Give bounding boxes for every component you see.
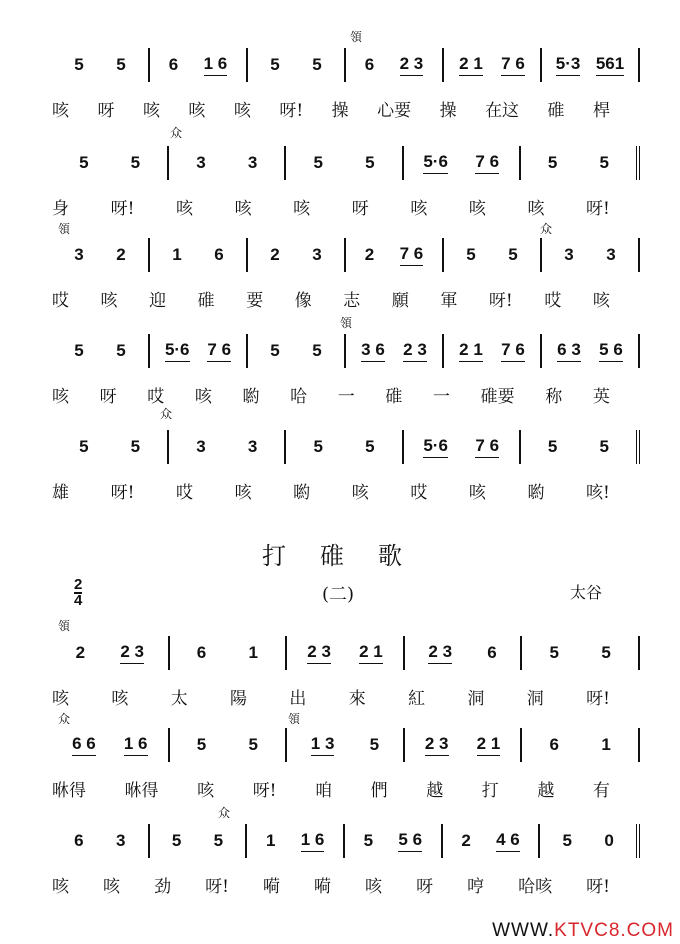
measure: [521, 430, 640, 464]
note-group: 5: [547, 437, 558, 456]
note-group: 2: [270, 245, 280, 264]
lyric-syllable: 咳: [176, 199, 193, 219]
lyric-syllable: 操: [439, 101, 457, 121]
song-title: 打碓歌: [262, 542, 436, 570]
measure: [170, 728, 288, 762]
chorus-mark: 众: [170, 126, 183, 140]
note-group: 6: [214, 245, 224, 264]
lyric-syllable: 來: [348, 689, 366, 709]
note-group: 561: [596, 54, 624, 76]
lyric-syllable: 劲: [154, 877, 172, 897]
measure: [52, 146, 169, 180]
note-group: 5: [508, 245, 518, 264]
measure: [52, 824, 150, 858]
measure: [247, 824, 345, 858]
measure: [52, 238, 150, 272]
note-group: 5 6: [599, 340, 623, 362]
lyric-syllable: 咳: [194, 387, 212, 407]
note-group: 3 6: [361, 340, 385, 362]
note-group: 1 6: [124, 734, 148, 756]
lyric-syllable: 喲: [527, 483, 545, 503]
lyric-syllable: 英: [592, 387, 610, 407]
measure: [287, 636, 405, 670]
note-group: 5: [466, 245, 476, 264]
lyric-syllable: 呀!: [252, 781, 277, 801]
lyric-syllable: 喲: [293, 483, 311, 503]
measure: [52, 636, 170, 670]
measure: [150, 824, 248, 858]
note-group: 3: [116, 831, 126, 850]
note-group: 2 3: [425, 734, 449, 756]
measure: [346, 48, 444, 82]
score-system: [52, 148, 640, 219]
lyric-syllable: 越: [537, 781, 555, 801]
lyric-syllable: 咳: [410, 199, 428, 219]
score-system: [52, 240, 640, 311]
lyric-syllable: 在这: [485, 101, 520, 121]
note-group: 7 6: [501, 340, 525, 362]
measure: [52, 728, 170, 762]
lead-mark: 領: [340, 316, 353, 330]
note-group: 2: [461, 831, 471, 850]
lyrics-line: [52, 96, 640, 121]
lyric-syllable: 一: [433, 387, 450, 407]
lead-mark: 領: [58, 619, 71, 633]
measure: [52, 334, 150, 368]
lyric-syllable: 呀!: [110, 199, 135, 219]
lyric-syllable: 咻得: [52, 781, 86, 801]
note-group: 5: [270, 341, 280, 360]
note-group: 2 3: [307, 642, 331, 664]
note-group: 1 6: [301, 830, 325, 852]
note-group: 7 6: [400, 244, 424, 266]
lyric-syllable: 呀!: [586, 689, 610, 709]
measure: [248, 238, 346, 272]
note-group: 1 6: [204, 54, 228, 76]
chorus-mark: 众: [218, 806, 231, 820]
lyric-syllable: 碓: [385, 387, 403, 407]
lead-mark: 領: [288, 712, 301, 726]
lyric-syllable: 咻得: [124, 781, 159, 801]
measure: [52, 430, 169, 464]
note-group: 1 3: [311, 734, 335, 756]
note-group: 4 6: [496, 830, 520, 852]
lyric-syllable: 雄: [52, 483, 69, 503]
lyric-syllable: 咳: [234, 199, 252, 219]
lyric-syllable: 呀: [416, 877, 434, 897]
measure: [405, 728, 523, 762]
lyric-syllable: 哎: [410, 483, 428, 503]
note-group: 3: [196, 437, 206, 456]
note-group: 5: [313, 153, 323, 172]
lyric-syllable: 哈咳: [518, 877, 553, 897]
note-group: 5: [270, 55, 280, 74]
lyric-syllable: 像: [294, 291, 312, 311]
note-group: 6: [549, 735, 559, 754]
lyric-syllable: 桿: [593, 101, 610, 121]
lyric-syllable: 咳!: [586, 483, 610, 503]
lyric-syllable: 哎: [176, 483, 193, 503]
note-group: 0: [604, 831, 614, 850]
note-group: 6: [364, 55, 375, 74]
chorus-mark: 众: [540, 222, 553, 236]
lyric-syllable: 咳: [188, 101, 206, 121]
lyric-syllable: 呀: [351, 199, 369, 219]
measure: [286, 146, 403, 180]
lyric-syllable: 咳: [52, 877, 69, 897]
lyric-syllable: 咳: [52, 689, 69, 709]
lyric-syllable: 咱: [315, 781, 333, 801]
note-group: 6: [487, 643, 497, 662]
measure: [248, 48, 346, 82]
chorus-mark: 众: [58, 712, 71, 726]
lyric-syllable: 哼: [467, 877, 485, 897]
note-group: 3: [564, 245, 574, 264]
measure: [405, 636, 523, 670]
lyric-syllable: 嗬: [314, 877, 331, 897]
score-system: [52, 50, 640, 121]
lyric-syllable: 呀!: [279, 101, 304, 121]
measure: [169, 430, 286, 464]
note-group: 5: [116, 55, 126, 74]
note-group: 3: [74, 245, 84, 264]
measure: [444, 48, 542, 82]
chorus-mark: 众: [160, 407, 173, 421]
note-group: 3: [196, 153, 206, 172]
measure: [404, 146, 521, 180]
lyric-syllable: 咳: [468, 483, 486, 503]
note-group: 5 6: [398, 830, 422, 852]
note-group: 5·6: [423, 152, 448, 174]
measure: [522, 636, 640, 670]
note-group: 5: [196, 735, 207, 754]
note-group: 2 3: [400, 54, 424, 76]
note-group: 3: [247, 437, 258, 456]
lyric-syllable: 呀!: [110, 483, 135, 503]
lyrics-line: [52, 382, 640, 407]
note-group: 5: [549, 643, 559, 662]
lyrics-line: [52, 286, 640, 311]
lyric-syllable: 咳: [52, 101, 69, 121]
note-group: 5: [562, 831, 572, 850]
measure: [542, 334, 640, 368]
note-group: 5: [130, 153, 141, 172]
measure: [521, 146, 640, 180]
note-group: 5·3: [556, 54, 581, 76]
note-group: 7 6: [475, 436, 499, 458]
score-system: [52, 638, 640, 709]
note-group: 5: [599, 437, 609, 456]
note-group: 6 6: [72, 734, 96, 756]
time-signature: 2 4: [74, 576, 83, 609]
note-group: 2: [116, 245, 126, 264]
note-group: 1: [601, 735, 611, 754]
lyric-syllable: 呀!: [586, 877, 610, 897]
lyric-syllable: 願: [391, 291, 409, 311]
lyric-syllable: 咳: [351, 483, 369, 503]
lyric-syllable: 称: [545, 387, 563, 407]
lyric-syllable: 哈: [290, 387, 308, 407]
measure: [150, 48, 248, 82]
lyrics-line: [52, 776, 640, 801]
note-group: 2 1: [459, 54, 483, 76]
lyrics-line: [52, 194, 640, 219]
lyric-syllable: 咳: [233, 101, 251, 121]
note-group: 5: [74, 55, 84, 74]
lyric-syllable: 咳: [111, 689, 129, 709]
lyric-syllable: 咳: [293, 199, 311, 219]
note-group: 1: [172, 245, 182, 264]
lyric-syllable: 咳: [365, 877, 383, 897]
note-group: 6: [196, 643, 207, 662]
measure: [248, 334, 346, 368]
note-group: 5: [312, 55, 322, 74]
note-group: 5: [312, 341, 322, 360]
measure: [444, 238, 542, 272]
measure: [444, 334, 542, 368]
song-region: 太谷: [570, 583, 603, 602]
measure: [287, 728, 405, 762]
lyric-syllable: 要: [246, 291, 264, 311]
lyric-syllable: 迎: [149, 291, 167, 311]
lead-mark: 領: [58, 222, 71, 236]
note-group: 2 1: [359, 642, 383, 664]
lyrics-line: [52, 684, 640, 709]
lyric-syllable: 紅: [408, 689, 426, 709]
lyrics-line: [52, 872, 640, 897]
note-group: 5: [599, 153, 609, 172]
note-group: 5: [171, 831, 182, 850]
lyric-syllable: 呀: [97, 101, 115, 121]
lyric-syllable: 志: [343, 291, 361, 311]
note-group: 1: [265, 831, 276, 850]
lyric-syllable: 陽: [230, 689, 248, 709]
measure: [542, 238, 640, 272]
measure: [522, 728, 640, 762]
note-group: 5: [248, 735, 259, 754]
score-system: [52, 826, 640, 897]
lyric-syllable: 呀!: [586, 199, 610, 219]
lyric-syllable: 哎: [544, 291, 562, 311]
lyric-syllable: 呀!: [488, 291, 513, 311]
note-group: 5: [213, 831, 224, 850]
lyric-syllable: 咳: [234, 483, 252, 503]
lyric-syllable: 操: [331, 101, 349, 121]
lyric-syllable: 軍: [440, 291, 458, 311]
lyric-syllable: 哎: [52, 291, 69, 311]
note-group: 5: [365, 437, 375, 456]
lyric-syllable: 出: [289, 689, 307, 709]
song-subtitle: (二): [322, 584, 355, 605]
lyric-syllable: 碓要: [480, 387, 515, 407]
lyric-syllable: 喲: [242, 387, 260, 407]
note-group: 5: [369, 735, 380, 754]
lyric-syllable: 心要: [377, 101, 412, 121]
note-group: 2 3: [120, 642, 144, 664]
note-group: 5: [116, 341, 126, 360]
lyric-syllable: 打: [481, 781, 499, 801]
lyric-syllable: 嗬: [262, 877, 280, 897]
note-group: 5: [74, 341, 84, 360]
measure: [286, 430, 403, 464]
lyric-syllable: 一: [337, 387, 355, 407]
note-group: 5: [313, 437, 323, 456]
note-group: 3: [606, 245, 616, 264]
note-group: 5: [601, 643, 611, 662]
lyrics-line: [52, 478, 640, 503]
measure: [345, 824, 443, 858]
lyric-syllable: 哎: [147, 387, 165, 407]
measure: [346, 238, 444, 272]
note-group: 5·6: [423, 436, 448, 458]
measure: [150, 334, 248, 368]
score-system: [52, 432, 640, 503]
lyric-syllable: 太: [170, 689, 188, 709]
lyric-syllable: 咳: [142, 101, 160, 121]
note-group: 5: [79, 437, 89, 456]
note-group: 7 6: [207, 340, 231, 362]
lead-mark: 領: [350, 30, 363, 44]
score-system: [52, 730, 640, 801]
lyric-syllable: 碓: [547, 101, 565, 121]
lyric-syllable: 咳: [468, 199, 486, 219]
note-group: 1: [248, 643, 259, 662]
note-group: 5: [365, 153, 375, 172]
note-group: 5: [363, 831, 374, 850]
lyric-syllable: 咳: [52, 387, 69, 407]
measure: [150, 238, 248, 272]
note-group: 2 1: [477, 734, 501, 756]
note-group: 2: [364, 245, 375, 264]
lyric-syllable: 有: [592, 781, 610, 801]
note-group: 7 6: [475, 152, 499, 174]
measure: [169, 146, 286, 180]
measure: [52, 48, 150, 82]
measure: [443, 824, 541, 858]
measure: [404, 430, 521, 464]
lyric-syllable: 碓: [197, 291, 215, 311]
lyric-syllable: 咳: [100, 291, 118, 311]
note-group: 5: [130, 437, 141, 456]
measure: [542, 48, 640, 82]
lyric-syllable: 呀: [99, 387, 117, 407]
lyric-syllable: 咳: [197, 781, 215, 801]
note-group: 6: [168, 55, 179, 74]
measure: [346, 334, 444, 368]
note-group: 6: [74, 831, 84, 850]
lyric-syllable: 越: [426, 781, 444, 801]
note-group: 2 3: [403, 340, 427, 362]
note-group: 5·6: [165, 340, 190, 362]
lyric-syllable: 們: [370, 781, 388, 801]
note-group: 3: [312, 245, 322, 264]
score-system: [52, 336, 640, 407]
lyric-syllable: 洞: [526, 689, 544, 709]
lyric-syllable: 咳: [103, 877, 121, 897]
lyric-syllable: 咳: [592, 291, 610, 311]
note-group: 2 3: [428, 642, 452, 664]
measure: [540, 824, 640, 858]
lyric-syllable: 身: [52, 199, 69, 219]
lyric-syllable: 洞: [467, 689, 485, 709]
note-group: 6 3: [557, 340, 581, 362]
note-group: 7 6: [501, 54, 525, 76]
note-group: 5: [79, 153, 89, 172]
lyric-syllable: 咳: [527, 199, 545, 219]
note-group: 2 1: [459, 340, 483, 362]
watermark: WWW.KTVC8.COM: [492, 920, 674, 941]
note-group: 3: [247, 153, 258, 172]
note-group: 2: [75, 643, 86, 662]
note-group: 5: [547, 153, 558, 172]
measure: [170, 636, 288, 670]
lyric-syllable: 呀!: [205, 877, 229, 897]
